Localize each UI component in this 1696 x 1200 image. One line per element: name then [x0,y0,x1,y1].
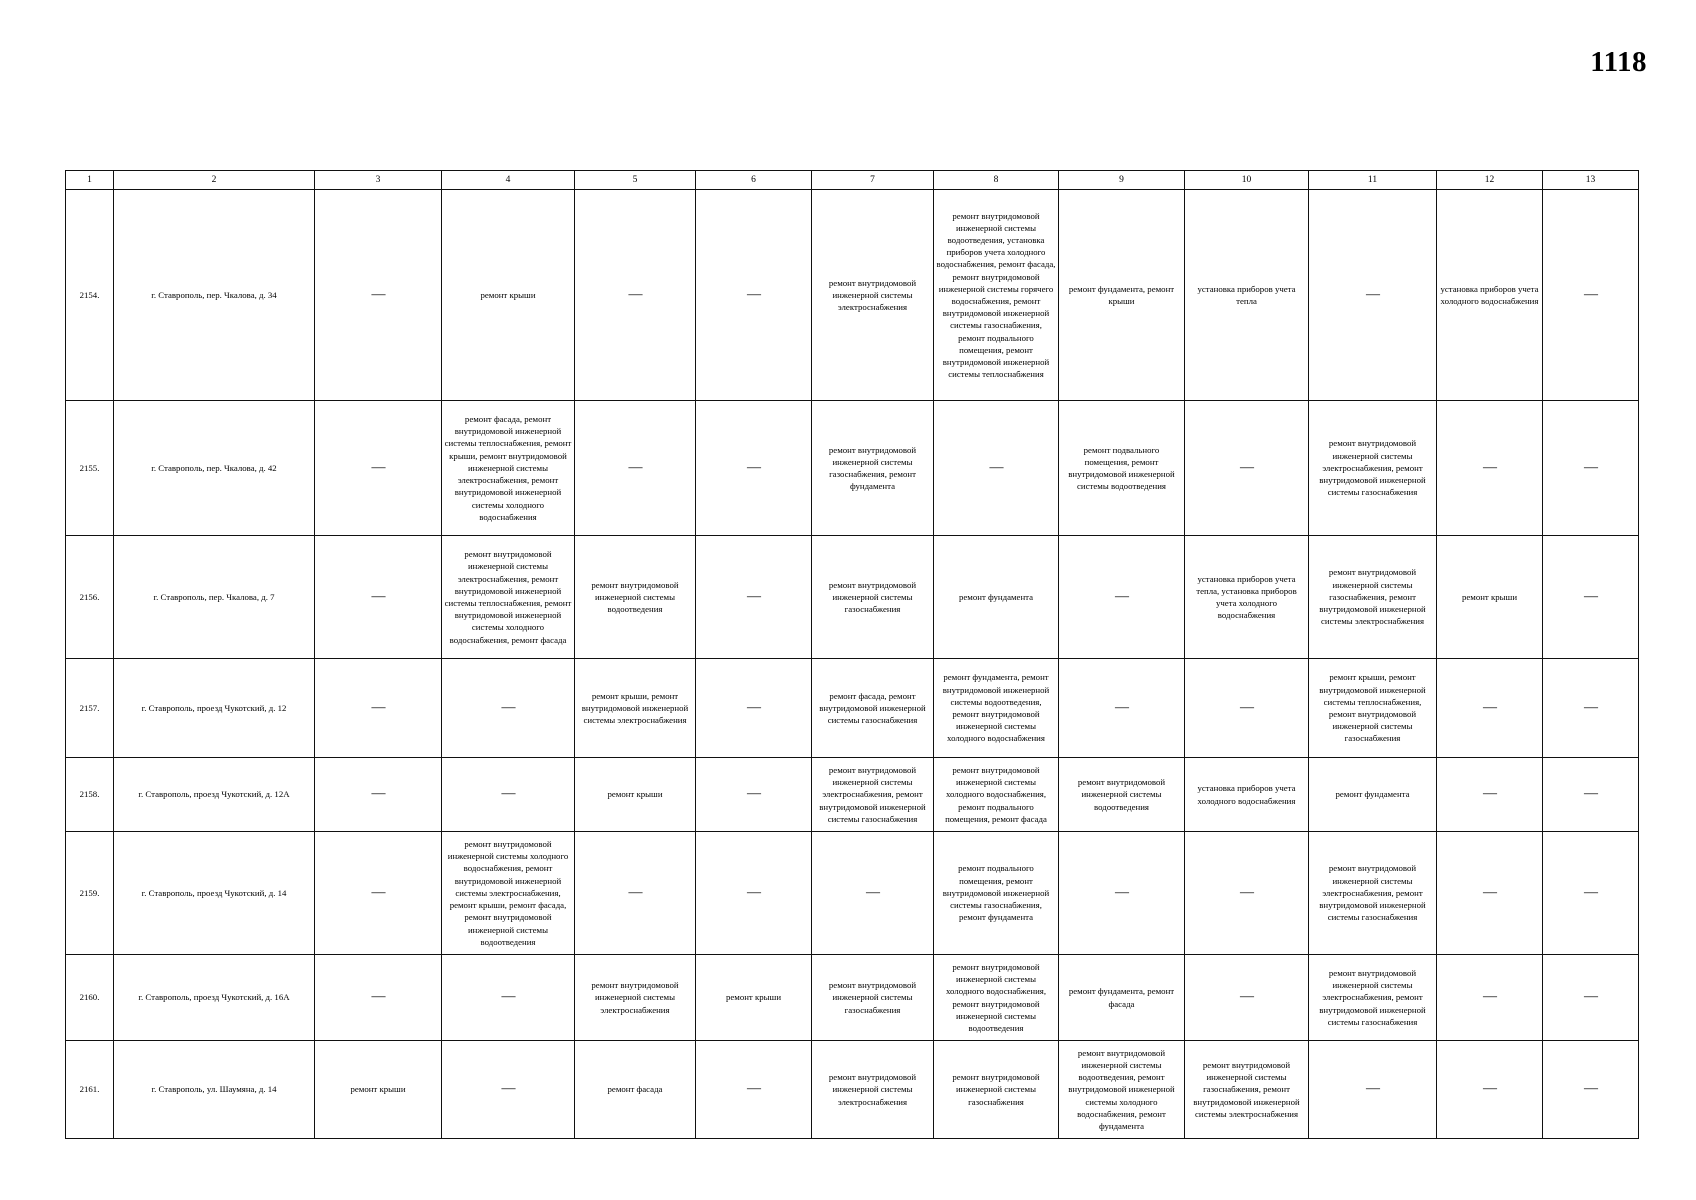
empty-dash-cell: — [696,758,812,832]
empty-dash-cell: — [1543,832,1639,955]
empty-dash-cell: — [575,401,696,536]
empty-dash-cell: — [315,659,442,758]
work-cell: ремонт внутридомовой инженерной системы водоотведения, установка приборов учета холодного водоснабжения, ремонт фасада, ремонт внутридомовой инженерной системы горячего водоснабжения, ремонт внутридомовой инженерной системы газоснабжения, ремонт подвального помещения, ремонт внутридомовой инженерной системы теплоснабжения [934,190,1059,401]
row-number-cell: 2155. [66,401,114,536]
work-cell: установка приборов учета тепла [1185,190,1309,401]
work-cell: ремонт внутридомовой инженерной системы газоснабжения, ремонт внутридомовой инженерной системы электроснабжения [1185,1041,1309,1139]
work-cell: ремонт подвального помещения, ремонт внутридомовой инженерной системы газоснабжения, ремонт фундамента [934,832,1059,955]
empty-dash-cell: — [1185,659,1309,758]
work-cell: ремонт внутридомовой инженерной системы газоснабжения [812,955,934,1041]
work-cell: ремонт фундамента [1309,758,1437,832]
empty-dash-cell: — [1543,659,1639,758]
table-row [66,758,1639,832]
work-cell: ремонт внутридомовой инженерной системы водоотведения [575,536,696,659]
empty-dash-cell: — [1543,401,1639,536]
empty-dash-cell: — [315,832,442,955]
work-cell: ремонт внутридомовой инженерной системы газоснабжения [812,536,934,659]
work-cell: ремонт внутридомовой инженерной системы водоотведения, ремонт внутридомовой инженерной системы холодного водоснабжения, ремонт фундамента [1059,1041,1185,1139]
address-cell: г. Ставрополь, пер. Чкалова, д. 34 [114,190,315,401]
empty-dash-cell: — [934,401,1059,536]
column-header: 5 [575,171,696,190]
address-cell: г. Ставрополь, пер. Чкалова, д. 7 [114,536,315,659]
work-cell: ремонт крыши [575,758,696,832]
address-cell: г. Ставрополь, проезд Чукотский, д. 16А [114,955,315,1041]
page-number: 1118 [1590,46,1647,78]
empty-dash-cell: — [442,659,575,758]
column-header: 6 [696,171,812,190]
work-cell: ремонт фасада [575,1041,696,1139]
address-cell: г. Ставрополь, пер. Чкалова, д. 42 [114,401,315,536]
work-cell: установка приборов учета холодного водоснабжения [1185,758,1309,832]
column-header: 4 [442,171,575,190]
row-number-cell: 2160. [66,955,114,1041]
empty-dash-cell: — [1059,536,1185,659]
work-cell: ремонт фасада, ремонт внутридомовой инженерной системы газоснабжения [812,659,934,758]
work-cell: ремонт крыши, ремонт внутридомовой инженерной системы электроснабжения [575,659,696,758]
column-number-row [66,171,1639,190]
empty-dash-cell: — [696,190,812,401]
empty-dash-cell: — [1185,955,1309,1041]
empty-dash-cell: — [442,1041,575,1139]
work-cell: ремонт внутридомовой инженерной системы электроснабжения, ремонт внутридомовой инженерной системы газоснабжения [1309,401,1437,536]
work-cell: ремонт крыши [1437,536,1543,659]
work-cell: ремонт фундамента, ремонт внутридомовой инженерной системы водоотведения, ремонт внутридомовой инженерной системы холодного водоснабжения [934,659,1059,758]
empty-dash-cell: — [1543,955,1639,1041]
work-cell: ремонт фундамента, ремонт крыши [1059,190,1185,401]
work-cell: ремонт внутридомовой инженерной системы электроснабжения [812,190,934,401]
column-header: 2 [114,171,315,190]
empty-dash-cell: — [1543,190,1639,401]
empty-dash-cell: — [1437,832,1543,955]
empty-dash-cell: — [1185,832,1309,955]
row-number-cell: 2161. [66,1041,114,1139]
work-cell: ремонт крыши [442,190,575,401]
empty-dash-cell: — [1543,536,1639,659]
empty-dash-cell: — [696,536,812,659]
empty-dash-cell: — [1437,659,1543,758]
empty-dash-cell: — [1309,190,1437,401]
table-row [66,190,1639,401]
column-header: 10 [1185,171,1309,190]
work-cell: ремонт внутридомовой инженерной системы газоснабжения, ремонт внутридомовой инженерной системы электроснабжения [1309,536,1437,659]
row-number-cell: 2159. [66,832,114,955]
work-cell: ремонт подвального помещения, ремонт внутридомовой инженерной системы водоотведения [1059,401,1185,536]
repair-schedule-table [65,170,1639,1139]
column-header: 11 [1309,171,1437,190]
row-number-cell: 2157. [66,659,114,758]
empty-dash-cell: — [696,832,812,955]
empty-dash-cell: — [1185,401,1309,536]
work-cell: ремонт внутридомовой инженерной системы электроснабжения [575,955,696,1041]
empty-dash-cell: — [696,401,812,536]
row-number-cell: 2154. [66,190,114,401]
column-header: 8 [934,171,1059,190]
work-cell: ремонт внутридомовой инженерной системы холодного водоснабжения, ремонт внутридомовой инженерной системы электроснабжения, ремонт крыши, ремонт фасада, ремонт внутридомовой инженерной системы водоотведения [442,832,575,955]
work-cell: ремонт фасада, ремонт внутридомовой инженерной системы теплоснабжения, ремонт крыши, ремонт внутридомовой инженерной системы электроснабжения, ремонт внутридомовой инженерной системы холодного водоснабжения [442,401,575,536]
table-row [66,536,1639,659]
address-cell: г. Ставрополь, ул. Шаумяна, д. 14 [114,1041,315,1139]
work-cell: ремонт внутридомовой инженерной системы электроснабжения, ремонт внутридомовой инженерной системы теплоснабжения, ремонт внутридомовой инженерной системы холодного водоснабжения, ремонт фасада [442,536,575,659]
row-number-cell: 2156. [66,536,114,659]
empty-dash-cell: — [442,758,575,832]
work-cell: ремонт внутридомовой инженерной системы водоотведения [1059,758,1185,832]
table-body [66,190,1639,1139]
column-header: 13 [1543,171,1639,190]
empty-dash-cell: — [575,832,696,955]
table-row [66,659,1639,758]
empty-dash-cell: — [1059,832,1185,955]
empty-dash-cell: — [696,1041,812,1139]
table-row [66,1041,1639,1139]
work-cell: ремонт внутридомовой инженерной системы электроснабжения, ремонт внутридомовой инженерной системы газоснабжения [812,758,934,832]
empty-dash-cell: — [575,190,696,401]
work-cell: ремонт фундамента [934,536,1059,659]
work-cell: ремонт внутридомовой инженерной системы газоснабжения [934,1041,1059,1139]
work-cell: ремонт внутридомовой инженерной системы холодного водоснабжения, ремонт внутридомовой инженерной системы водоотведения [934,955,1059,1041]
row-number-cell: 2158. [66,758,114,832]
empty-dash-cell: — [1309,1041,1437,1139]
work-cell: ремонт крыши [696,955,812,1041]
empty-dash-cell: — [1543,1041,1639,1139]
work-cell: ремонт внутридомовой инженерной системы электроснабжения [812,1041,934,1139]
empty-dash-cell: — [812,832,934,955]
work-cell: установка приборов учета холодного водоснабжения [1437,190,1543,401]
table-row [66,401,1639,536]
empty-dash-cell: — [442,955,575,1041]
empty-dash-cell: — [315,401,442,536]
work-cell: ремонт внутридомовой инженерной системы электроснабжения, ремонт внутридомовой инженерной системы газоснабжения [1309,955,1437,1041]
address-cell: г. Ставрополь, проезд Чукотский, д. 14 [114,832,315,955]
address-cell: г. Ставрополь, проезд Чукотский, д. 12 [114,659,315,758]
column-header: 12 [1437,171,1543,190]
empty-dash-cell: — [1543,758,1639,832]
empty-dash-cell: — [315,190,442,401]
empty-dash-cell: — [315,955,442,1041]
empty-dash-cell: — [1437,758,1543,832]
work-cell: установка приборов учета тепла, установка приборов учета холодного водоснабжения [1185,536,1309,659]
column-header: 3 [315,171,442,190]
empty-dash-cell: — [696,659,812,758]
table-row [66,955,1639,1041]
work-cell: ремонт внутридомовой инженерной системы газоснабжения, ремонт фундамента [812,401,934,536]
column-header: 9 [1059,171,1185,190]
work-cell: ремонт внутридомовой инженерной системы холодного водоснабжения, ремонт подвального помещения, ремонт фасада [934,758,1059,832]
work-cell: ремонт крыши, ремонт внутридомовой инженерной системы теплоснабжения, ремонт внутридомовой инженерной системы газоснабжения [1309,659,1437,758]
column-header: 1 [66,171,114,190]
work-cell: ремонт крыши [315,1041,442,1139]
empty-dash-cell: — [1437,955,1543,1041]
empty-dash-cell: — [1437,401,1543,536]
column-header: 7 [812,171,934,190]
work-cell: ремонт фундамента, ремонт фасада [1059,955,1185,1041]
empty-dash-cell: — [315,758,442,832]
empty-dash-cell: — [1059,659,1185,758]
work-cell: ремонт внутридомовой инженерной системы электроснабжения, ремонт внутридомовой инженерной системы газоснабжения [1309,832,1437,955]
table-row [66,832,1639,955]
empty-dash-cell: — [1437,1041,1543,1139]
address-cell: г. Ставрополь, проезд Чукотский, д. 12А [114,758,315,832]
empty-dash-cell: — [315,536,442,659]
